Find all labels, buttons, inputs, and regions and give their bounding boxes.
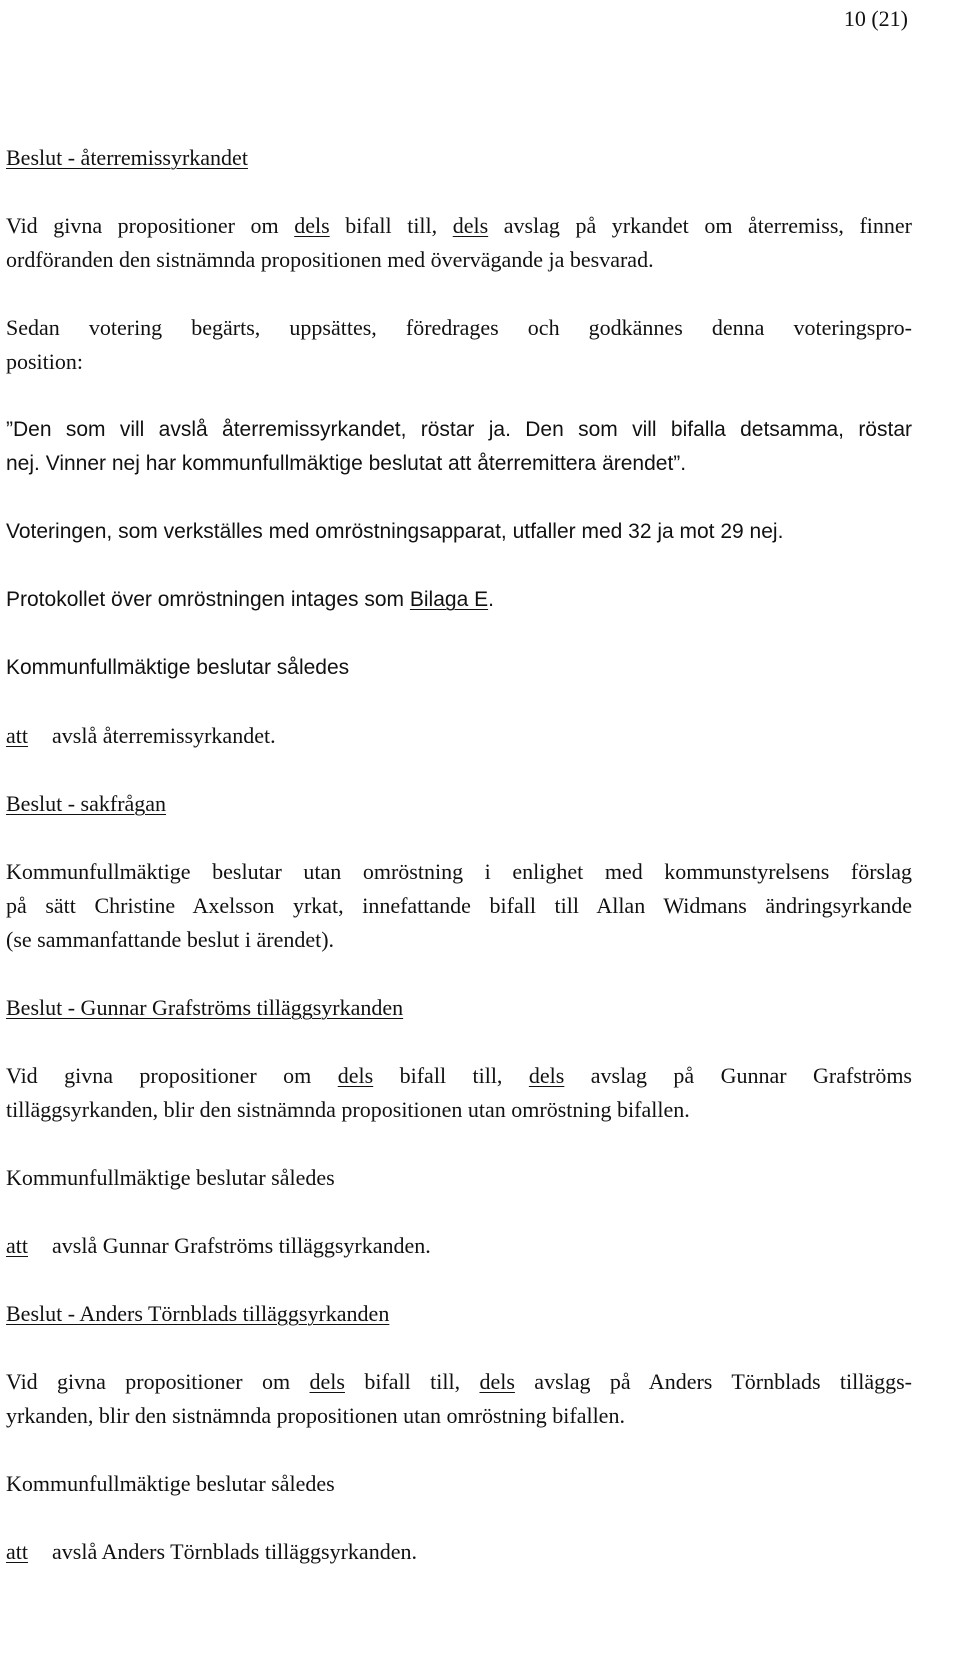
quoted-proposition-line: nej. Vinner nej har kommunfullmäktige beslutat att återremittera ärendet”.: [6, 452, 687, 475]
dels-underlined: dels: [452, 213, 489, 238]
vote-result: Voteringen, som verkställes med omröstningsapparat, utfaller med 32 ja mot 29 nej.: [6, 520, 784, 543]
bilaga-e-link[interactable]: Bilaga E: [409, 588, 489, 611]
paragraph-line: Kommunfullmäktige beslutar utan omröstning i enlighet med kommunstyrelsens förslag: [6, 859, 912, 884]
dels-underlined: dels: [309, 1369, 345, 1394]
dels-underlined: dels: [337, 1063, 374, 1088]
section-heading-sakfragan: Beslut - sakfrågan: [6, 791, 167, 816]
paragraph-line: yrkanden, blir den sistnämnda propositionen utan omröstning bifallen.: [6, 1403, 625, 1428]
att-clause: att avslå Gunnar Grafströms tilläggsyrkanden.: [6, 1229, 431, 1263]
decision-intro: Kommunfullmäktige beslutar således: [6, 656, 350, 679]
paragraph-line: position:: [6, 349, 84, 374]
decision-intro: Kommunfullmäktige beslutar således: [6, 1165, 335, 1190]
paragraph-line: ordföranden den sistnämnda propositionen med övervägande ja besvarad.: [6, 247, 654, 272]
dels-underlined: dels: [479, 1369, 515, 1394]
att-label: att: [6, 723, 28, 748]
section-heading-aterremiss: Beslut - återremissyrkandet: [6, 145, 248, 170]
paragraph-line: Sedan votering begärts, uppsättes, föredrages och godkännes denna voteringspro-: [6, 315, 912, 340]
paragraph-line: Vid givna propositioner om dels bifall till, dels avslag på Anders Törnblads tilläggs-: [6, 1369, 913, 1394]
dels-underlined: dels: [294, 213, 330, 238]
quoted-proposition-line: ”Den som vill avslå återremissyrkandet, röstar ja. Den som vill bifalla detsamma, röstar: [6, 418, 912, 441]
paragraph-line: Vid givna propositioner om dels bifall till, dels avslag på Gunnar Grafströms: [6, 1063, 912, 1088]
paragraph-line: tilläggsyrkanden, blir den sistnämnda propositionen utan omröstning bifallen.: [6, 1097, 690, 1122]
section-heading-tornblad: Beslut - Anders Törnblads tilläggsyrkanden: [6, 1301, 390, 1326]
att-label: att: [6, 1233, 28, 1258]
protocol-note: Protokollet över omröstningen intages som Bilaga E.: [6, 588, 494, 611]
paragraph-line: på sätt Christine Axelsson yrkat, innefattande bifall till Allan Widmans ändringsyrkande: [6, 893, 912, 918]
section-heading-grafstrom: Beslut - Gunnar Grafströms tilläggsyrkanden: [6, 995, 404, 1020]
dels-underlined: dels: [528, 1063, 565, 1088]
decision-intro: Kommunfullmäktige beslutar således: [6, 1471, 335, 1496]
page-number: 10 (21): [843, 6, 908, 31]
att-clause: att avslå Anders Törnblads tilläggsyrkanden.: [6, 1535, 417, 1569]
paragraph-line: Vid givna propositioner om dels bifall till, dels avslag på yrkandet om återremiss, finner: [6, 213, 912, 238]
att-label: att: [6, 1539, 28, 1564]
att-clause: att avslå återremissyrkandet.: [6, 719, 276, 753]
paragraph-line: (se sammanfattande beslut i ärendet).: [6, 927, 335, 952]
